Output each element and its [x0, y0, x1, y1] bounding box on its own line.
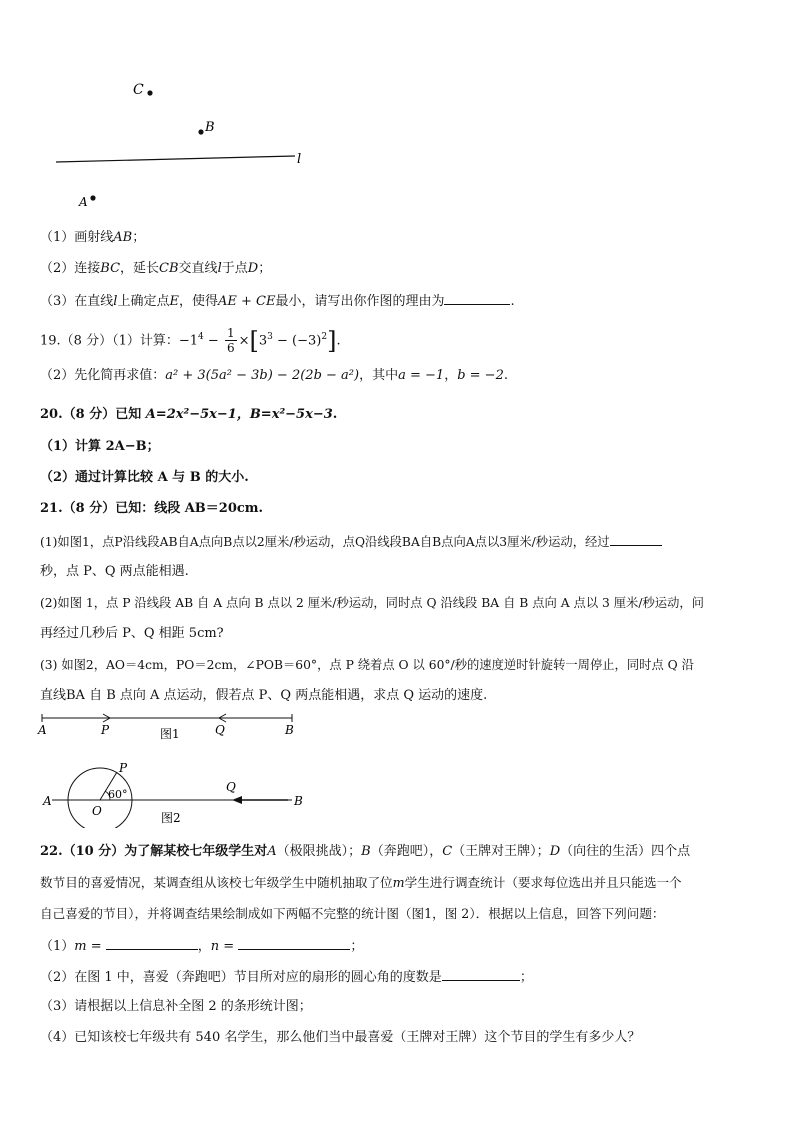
fig2-label-q: Q [226, 780, 236, 794]
q20-part1: （1）计算 2A−B； [40, 439, 160, 454]
q18-part1: （1）画射线AB； [40, 230, 146, 245]
q21-part2-line2: 再经过几秒后 P、Q 相距 5cm? [40, 626, 224, 641]
fig2-angle: 60° [108, 788, 128, 801]
q22-part2: （2）在图 1 中，喜爱（奔跑吧）节目所对应的扇形的圆心角的度数是 ； [40, 966, 533, 988]
fig2-caption: 图2 [161, 811, 181, 825]
math-ab: AB [113, 230, 133, 245]
line-l [56, 156, 295, 162]
fig2-label-p: P [119, 761, 128, 775]
fig2-label-a: A [43, 794, 52, 808]
answer-blank-n [238, 935, 350, 950]
label-c: C [133, 82, 144, 98]
fig2-label-b: B [294, 794, 303, 808]
q21-head: 21.（8 分）已知：线段 AB＝20cm. [40, 501, 264, 516]
q21-part1-line2: 秒，点 P、Q 两点能相遇. [40, 564, 189, 579]
q19-part1: 19.（8 分）（1）计算：$-1^4$ − $\frac{1}{6}$ $\times[3^3 - (-3)^2]$. [40, 326, 341, 356]
bracket-left: [ [249, 326, 259, 355]
fig1-label-b: B [285, 723, 294, 737]
fig1-caption: 图1 [160, 727, 180, 741]
q18-part3: （3）在直线l上确定点E，使得AE + CE最小，请写出你作图的理由为 . [40, 290, 515, 312]
q22-line1: 22.（10 分）为了解某校七年级学生对A（极限挑战）；B（奔跑吧），C（王牌对王牌）；D（向往的生活）四个点 [40, 844, 691, 859]
fig1-label-a: A [38, 723, 47, 737]
arrow-q [232, 796, 242, 804]
q21-part3-line2: 直线BA 自 B 点向 A 点运动，假若点 P、Q 两点能相遇，求点 Q 运动的速度. [40, 688, 488, 703]
fraction: $\frac{1}{6}$ [226, 326, 235, 356]
q22-line3: 自己喜爱的节目），并将调查结果绘制成如下两幅不完整的统计图（图1，图 2）．根据以上信息，回答下列问题： [40, 906, 665, 921]
q22-part4: （4）已知该校七年级共有 540 名学生，那么他们当中最喜爱（王牌对王牌）这个节目的学生有多少人？ [40, 1030, 641, 1045]
q18-part2: （2）连接BC，延长CB交直线l于点D； [40, 261, 272, 276]
fig1-label-q: Q [215, 723, 225, 737]
bracket-right: ] [327, 326, 337, 355]
q20-head: 20.（8 分）已知 A=2x²−5x−1，B=x²−5x−3. [40, 407, 338, 422]
figure-1 [30, 706, 320, 746]
q22-part1: （1）m = ，n = ； [40, 935, 363, 957]
fig1-label-p: P [101, 723, 110, 737]
figure-2 [30, 758, 320, 828]
label-b: B [205, 120, 215, 135]
point-c [147, 90, 152, 95]
answer-blank-m [106, 935, 198, 950]
q21-part3-line1: (3) 如图2，AO＝4cm，PO＝2cm，∠POB＝60°，点 P 绕着点 O 以 60°/秒的速度逆时针旋转一周停止，同时点 Q 沿 [40, 658, 694, 672]
answer-blank [610, 531, 662, 546]
point-b [198, 129, 203, 134]
answer-blank [442, 966, 520, 981]
answer-blank [444, 290, 510, 305]
label-a: A [79, 195, 88, 209]
fig2-label-o: O [92, 804, 102, 818]
q21-part1-line1: (1)如图1，点P沿线段AB自A点向B点以2厘米/秒运动，点Q沿线段BA自B点向A点以3厘米/秒运动，经过 [40, 531, 662, 552]
figure-points-line [40, 70, 330, 215]
q22-line2: 数节目的喜爱情况，某调查组从该校七年级学生中随机抽取了位m学生进行调查统计（要求每位选出并且只能选一个 [40, 875, 682, 890]
q19-part2: （2）先化简再求值：a² + 3(5a² − 3b) − 2(2b − a²)，其中a = −1，b = −2. [40, 368, 508, 383]
label-l: l [297, 152, 302, 167]
q20-part2: （2）通过计算比较 A 与 B 的大小. [40, 470, 249, 485]
q21-part2-line1: (2)如图 1，点 P 沿线段 AB 自 A 点向 B 点以 2 厘米/秒运动，同时点 Q 沿线段 BA 自 B 点向 A 点以 3 厘米/秒运动，问 [40, 596, 704, 610]
point-a [90, 195, 95, 200]
q22-part3: （3）请根据以上信息补全图 2 的条形统计图； [40, 999, 312, 1014]
